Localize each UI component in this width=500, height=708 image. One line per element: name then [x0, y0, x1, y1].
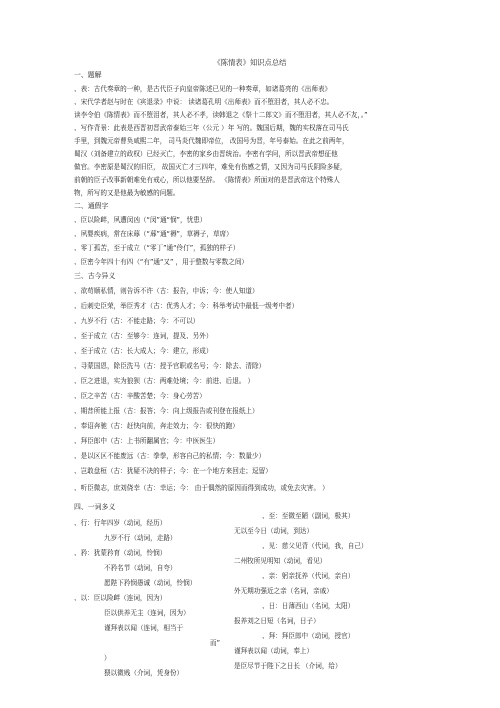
section-heading-2: 二、通假字	[74, 202, 109, 210]
left-col-item: 九岁不行（动词，走路）	[104, 534, 177, 542]
right-col-item: 报养刘之日短（名词，日子）	[234, 617, 320, 625]
list-item: 、至于成立（古：至够今：连词，提及、另外）	[74, 332, 213, 340]
left-col-item: 臣以供养无主（连词，因为）	[104, 609, 190, 617]
right-col-item: 二州牧所见明知（动词，看见）	[234, 557, 327, 565]
right-col-item: 、亲：躬亲抚养（代词，亲自）	[262, 572, 355, 580]
doc-title: 《陈情表》知识点总结	[213, 58, 287, 67]
left-col-item: 谨拜表以闻（连词，相当于	[104, 624, 184, 632]
list-item: 、听臣微志，庶刘侥幸（古：幸运；今： 由于偶然的原因而得到成功，或免去灾害。 ）	[74, 484, 329, 492]
left-col-item: 猥以微贱（介词，凭身份）	[104, 669, 184, 677]
list-item: 、至于成立（古：长大成人；今：建立，形成）	[74, 347, 213, 355]
left-col-item: 、矜：犹蒙矜育（动词，怜悯）	[74, 549, 167, 557]
right-col-item: 无以至今日（动词，到达）	[234, 527, 314, 535]
right-col-item: 、拜：拜臣郎中（动词，授官）	[262, 632, 355, 640]
list-item: 、奉诏奔驰（古：赶快向前，奔走效力；今：很快的跑）	[74, 422, 239, 430]
right-col-item: 是臣尽节于陛下之日长 （介词，给）	[234, 662, 342, 670]
text-line: 、表：古代奏章的一种，是古代臣子向皇帝陈述已见的一种奏章，如诸葛亮的《出师表》	[74, 85, 332, 93]
section-heading-4: 四、一词多义	[74, 503, 116, 511]
list-item: 、期昔所能上报（古：报答；今：向上级报告或刊登在报纸上）	[74, 407, 259, 415]
left-col-item: 而”	[210, 639, 221, 647]
text-line: 蜀汉（刘备建立的政权）已经灭亡，李密的家乡由晋统治。李密有学问，所以晋武帝想征他	[74, 150, 338, 158]
right-col-item: 、日：日薄西山（名词，太阳）	[262, 602, 355, 610]
list-item: 、零丁孤苦，至于成立（“零丁”通“伶仃”，孤独的样子）	[74, 244, 240, 252]
right-col-item: 、见：慈父见背（代词，我，自己）	[262, 542, 368, 550]
left-col-item: 、以：臣以险衅（连词，因为）	[74, 594, 167, 602]
list-item: 、后刺史臣荣，举臣秀才（古：优秀人才；今：科举考试中最低一级考中者）	[74, 302, 299, 310]
left-col-item: ）	[104, 654, 111, 662]
list-item: 、臣以险衅，夙遭闵凶（“闵”通“悯”，忧患）	[74, 216, 207, 224]
text-line: 前朝的臣子改事新朝难免有戒心，所以他要坚辞。 《陈情表》所面对的是晋武帝这个特殊人	[74, 176, 340, 184]
list-item: 、九岁不行（古：不能走路；今：不可以）	[74, 317, 200, 325]
section-heading-3: 三、古今异义	[74, 272, 116, 280]
right-col-item: 谨拜表以闻（动词，奉上）	[234, 647, 314, 655]
list-item: 、臣之辛苦（古：辛酸苦楚；今：身心劳苦）	[74, 392, 206, 400]
text-line: 物，所写的又是他最为敏感的问题。	[74, 189, 180, 197]
left-col-item: 愿陛下矜悯愚诚（动词，怜悯）	[104, 579, 197, 587]
list-item: 、臣密今年四十有四（“有”通“又” ，用于整数与零数之间）	[74, 258, 249, 266]
list-item: 、拜臣郎中（古：上书所翻属官；今：中医医生）	[74, 437, 220, 445]
section-heading-1: 一、题解	[74, 71, 102, 79]
list-item: 、欲苟顺私情，则告诉不许（古：报告，申诉；今：使人知道）	[74, 287, 259, 295]
list-item: 、寻蒙国恩，除臣洗马（古：授予官职或名号；今：除去、清除）	[74, 362, 266, 370]
list-item: 、是以区区不能废远（古：拳拳，形容自己的私情；今：数量少）	[74, 452, 266, 460]
list-item: 、夙婴疾病，常在床蓐（“蓐”通“褥”，草褥子，草席）	[74, 230, 233, 238]
text-line: 读李令伯《陈情表》而不堕泪者，其人必不孝，读韩退之《祭十二郎文》而不堕泪者，其人必不友，。”	[74, 111, 368, 119]
text-line: 手里，到魏元帝曹奂咸熙二年， 司马炎代魏即帝位， 改国号为晋，年号泰始。在此之前两年，	[74, 137, 349, 145]
right-col-item: 外无期功强近之亲（名词，亲戚）	[234, 587, 333, 595]
right-col-item: 、至：至微至陋（副词，极其）	[262, 512, 355, 520]
list-item: 、岂敢盘桓（古：犹疑不决的样子；今：在一个地方来回走；逗留）	[74, 467, 272, 475]
list-item: 、臣之进退，实为狼狈（古：两难处境；今：前进、后退。 ）	[74, 377, 255, 385]
text-line: 做官。李密原是蜀汉的旧臣， 故国灭亡才三四年，难免有伤感之情，又因为司马氏阴险多疑，	[74, 163, 347, 171]
text-line: 、宋代学者赵与时在《宾退录》中说： 读诸葛孔明《出师表》而不堕泪者，其人必不忠。	[74, 98, 334, 106]
text-line: 、写作背景：此表是西晋初晋武帝泰始三年（公元 ）年 写的。魏国后期，魏的实权落在司马氏	[74, 124, 349, 132]
left-col-item: 不矜名节（动词，自夸）	[104, 564, 177, 572]
left-col-item: 、行：行年四岁（动词，经历）	[74, 519, 167, 527]
